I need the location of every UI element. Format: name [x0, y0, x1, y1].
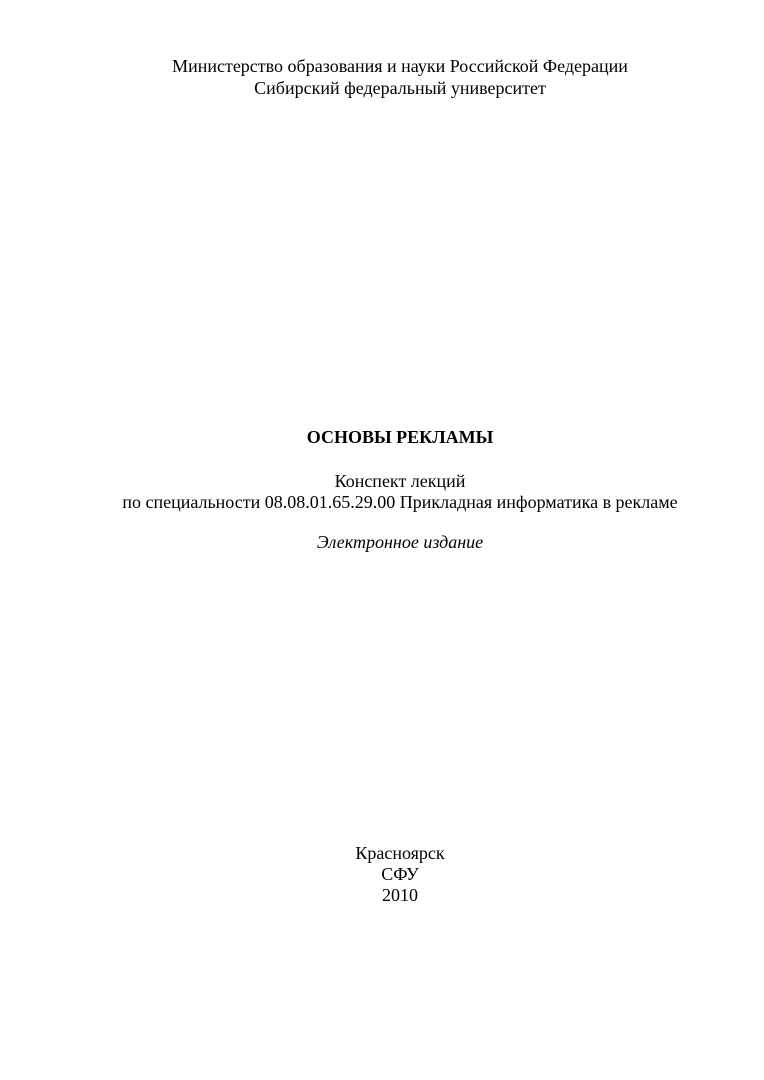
document-title: ОСНОВЫ РЕКЛАМЫ	[306, 427, 494, 447]
publisher-name: СФУ	[381, 864, 419, 884]
university-name: Сибирский федеральный университет	[254, 78, 546, 98]
document-type: Конспект лекций	[334, 471, 466, 491]
specialty-line: по специальности 08.08.01.65.29.00 Прикладная информатика в рекламе	[122, 492, 678, 512]
ministry-name: Министерство образования и науки Российской Федерации	[172, 56, 628, 76]
publication-year: 2010	[382, 885, 418, 905]
edition-label: Электронное издание	[316, 532, 484, 552]
publication-city: Красноярск	[355, 843, 445, 863]
